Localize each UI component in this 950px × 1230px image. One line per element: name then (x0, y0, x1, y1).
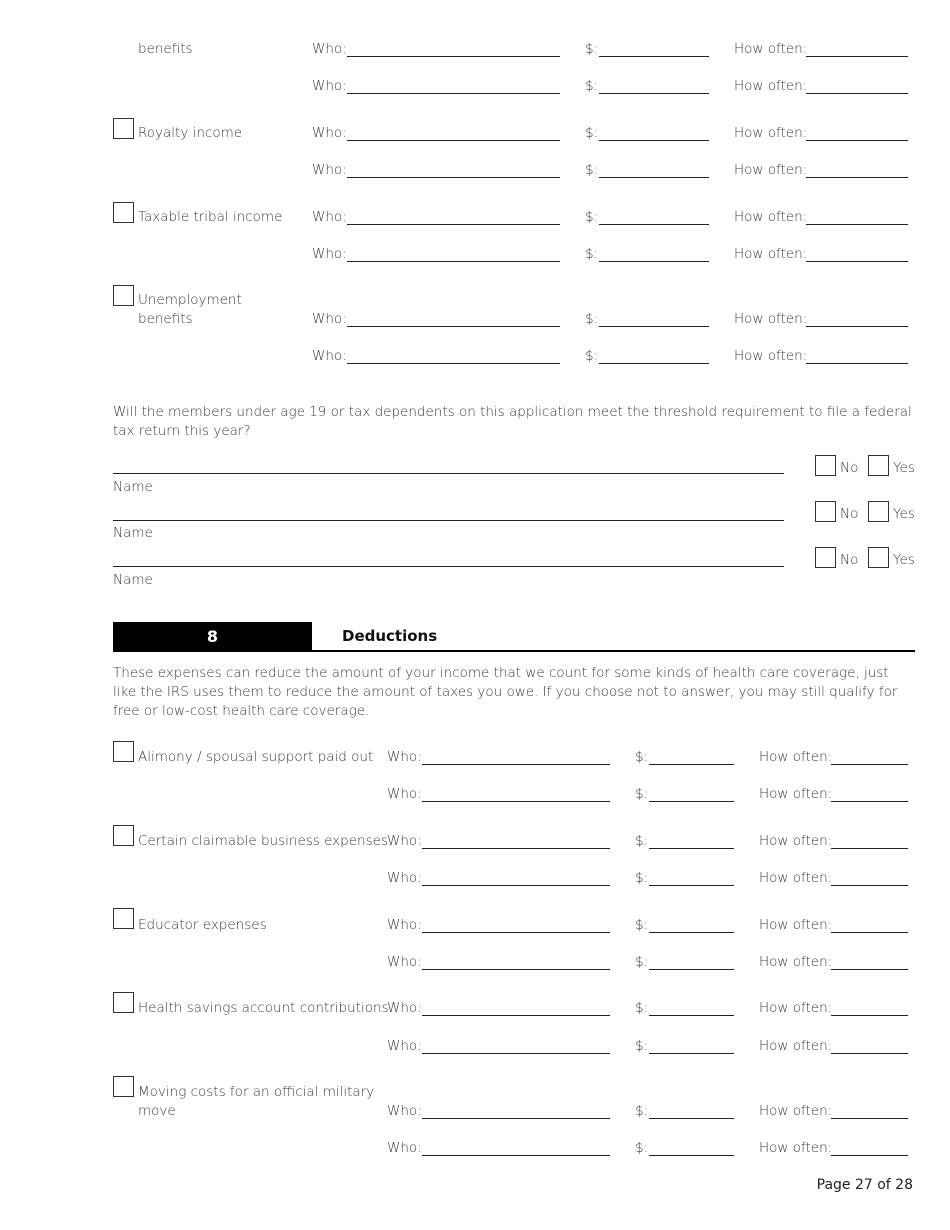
income-label: benefits (138, 41, 193, 57)
name-input-line[interactable] (113, 566, 784, 567)
section-number: 8 (206, 627, 219, 646)
name-label: Name (113, 525, 153, 541)
deduction-checkbox[interactable] (113, 741, 134, 762)
who-label: Who: (387, 833, 422, 849)
no-label: No (840, 460, 859, 476)
income-label: Unemployment (138, 292, 242, 308)
who-label: Who: (312, 246, 347, 262)
how-often-input-line[interactable] (806, 326, 908, 327)
how-often-field[interactable] (759, 784, 908, 806)
no-checkbox[interactable] (815, 501, 836, 522)
how-often-label: How often: (759, 1140, 833, 1156)
who-field[interactable] (312, 76, 560, 98)
amount-label: $: (635, 833, 649, 849)
amount-label: $: (635, 917, 649, 933)
how-often-field[interactable] (759, 747, 908, 769)
how-often-label: How often: (734, 162, 808, 178)
deduction-label: Educator expenses (138, 917, 267, 933)
who-label: Who: (312, 125, 347, 141)
who-label: Who: (312, 41, 347, 57)
amount-label: $: (635, 749, 649, 765)
how-often-input-line[interactable] (831, 1053, 908, 1054)
who-field[interactable] (387, 998, 610, 1020)
how-often-input-line[interactable] (831, 1155, 908, 1156)
amount-field[interactable] (585, 160, 709, 182)
how-often-field[interactable] (759, 998, 908, 1020)
name-input-line[interactable] (113, 473, 784, 474)
amount-field[interactable] (585, 123, 709, 145)
who-label: Who: (312, 311, 347, 327)
who-field[interactable] (312, 207, 560, 229)
yes-checkbox[interactable] (868, 455, 889, 476)
who-field[interactable] (312, 39, 560, 61)
how-often-label: How often: (759, 954, 833, 970)
yes-label: Yes (893, 460, 915, 476)
who-label: Who: (387, 1140, 422, 1156)
amount-input-line[interactable] (599, 224, 709, 225)
who-field[interactable] (387, 1036, 610, 1058)
who-input-line[interactable] (422, 1118, 610, 1119)
name-label: Name (113, 572, 153, 588)
how-often-label: How often: (759, 917, 833, 933)
who-field[interactable] (387, 915, 610, 937)
amount-input-line[interactable] (649, 1053, 734, 1054)
how-often-label: How often: (759, 833, 833, 849)
amount-field[interactable] (635, 952, 734, 974)
amount-field[interactable] (635, 747, 734, 769)
who-input-line[interactable] (347, 140, 560, 141)
amount-input-line[interactable] (649, 848, 734, 849)
how-often-label: How often: (759, 870, 833, 886)
amount-field[interactable] (635, 1101, 734, 1123)
how-often-field[interactable] (759, 868, 908, 890)
income-checkbox[interactable] (113, 118, 134, 139)
amount-field[interactable] (585, 76, 709, 98)
who-label: Who: (387, 749, 422, 765)
amount-field[interactable] (635, 868, 734, 890)
how-often-field[interactable] (759, 1138, 908, 1160)
amount-field[interactable] (635, 998, 734, 1020)
how-often-label: How often: (734, 246, 808, 262)
how-often-input-line[interactable] (806, 261, 908, 262)
deduction-label: move (138, 1103, 176, 1119)
deduction-label: Health savings account contributions (138, 1000, 389, 1016)
income-checkbox[interactable] (113, 285, 134, 306)
how-often-label: How often: (759, 1103, 833, 1119)
who-field[interactable] (312, 123, 560, 145)
deduction-label: Certain claimable business expenses (138, 833, 388, 849)
amount-label: $: (635, 1140, 649, 1156)
income-label: Royalty income (138, 125, 243, 141)
how-often-field[interactable] (759, 1036, 908, 1058)
amount-input-line[interactable] (599, 326, 709, 327)
who-field[interactable] (312, 160, 560, 182)
who-field[interactable] (312, 244, 560, 266)
how-often-label: How often: (759, 786, 833, 802)
amount-input-line[interactable] (599, 56, 709, 57)
who-input-line[interactable] (347, 56, 560, 57)
amount-label: $: (585, 125, 599, 141)
who-label: Who: (387, 954, 422, 970)
who-input-line[interactable] (347, 177, 560, 178)
how-often-input-line[interactable] (831, 932, 908, 933)
section-title: Deductions (342, 627, 438, 645)
who-field[interactable] (387, 1138, 610, 1160)
who-label: Who: (387, 786, 422, 802)
how-often-field[interactable] (734, 76, 908, 98)
how-often-field[interactable] (734, 309, 908, 331)
amount-field[interactable] (635, 784, 734, 806)
who-label: Who: (312, 209, 347, 225)
amount-label: $: (635, 1103, 649, 1119)
amount-input-line[interactable] (649, 1015, 734, 1016)
how-often-label: How often: (759, 749, 833, 765)
who-input-line[interactable] (347, 363, 560, 364)
amount-input-line[interactable] (599, 93, 709, 94)
how-often-input-line[interactable] (831, 885, 908, 886)
income-label: benefits (138, 311, 193, 327)
how-often-field[interactable] (734, 346, 908, 368)
section-number-badge (113, 622, 312, 651)
who-input-line[interactable] (422, 1015, 610, 1016)
amount-label: $: (635, 786, 649, 802)
how-often-field[interactable] (734, 244, 908, 266)
amount-label: $: (585, 348, 599, 364)
who-field[interactable] (387, 952, 610, 974)
name-label: Name (113, 479, 153, 495)
who-field[interactable] (387, 868, 610, 890)
yes-checkbox[interactable] (868, 547, 889, 568)
income-label: Taxable tribal income (138, 209, 283, 225)
amount-field[interactable] (635, 1036, 734, 1058)
deduction-label: Moving costs for an official military (138, 1084, 375, 1100)
who-label: Who: (312, 348, 347, 364)
who-input-line[interactable] (422, 1155, 610, 1156)
who-input-line[interactable] (422, 801, 610, 802)
deduction-checkbox[interactable] (113, 825, 134, 846)
amount-input-line[interactable] (649, 932, 734, 933)
who-label: Who: (387, 1038, 422, 1054)
how-often-field[interactable] (734, 123, 908, 145)
amount-input-line[interactable] (599, 261, 709, 262)
how-often-input-line[interactable] (806, 140, 908, 141)
how-often-label: How often: (759, 1038, 833, 1054)
amount-input-line[interactable] (649, 1118, 734, 1119)
how-often-label: How often: (734, 348, 808, 364)
who-field[interactable] (312, 346, 560, 368)
who-field[interactable] (387, 1101, 610, 1123)
amount-field[interactable] (585, 39, 709, 61)
how-often-label: How often: (734, 78, 808, 94)
name-input-line[interactable] (113, 520, 784, 521)
who-input-line[interactable] (347, 326, 560, 327)
how-often-label: How often: (734, 125, 808, 141)
amount-field[interactable] (635, 831, 734, 853)
amount-input-line[interactable] (599, 363, 709, 364)
amount-label: $: (635, 954, 649, 970)
amount-input-line[interactable] (599, 177, 709, 178)
amount-label: $: (585, 78, 599, 94)
who-input-line[interactable] (422, 848, 610, 849)
how-often-field[interactable] (759, 915, 908, 937)
amount-input-line[interactable] (649, 764, 734, 765)
how-often-input-line[interactable] (831, 764, 908, 765)
how-often-input-line[interactable] (831, 1118, 908, 1119)
who-input-line[interactable] (422, 932, 610, 933)
who-label: Who: (387, 1103, 422, 1119)
amount-field[interactable] (585, 309, 709, 331)
amount-field[interactable] (585, 207, 709, 229)
amount-input-line[interactable] (649, 1155, 734, 1156)
how-often-input-line[interactable] (831, 1015, 908, 1016)
how-often-label: How often: (734, 41, 808, 57)
who-label: Who: (312, 162, 347, 178)
how-often-field[interactable] (734, 160, 908, 182)
who-input-line[interactable] (347, 224, 560, 225)
amount-input-line[interactable] (599, 140, 709, 141)
how-often-field[interactable] (734, 207, 908, 229)
no-label: No (840, 506, 859, 522)
yes-label: Yes (893, 552, 915, 568)
who-field[interactable] (387, 831, 610, 853)
how-often-field[interactable] (734, 39, 908, 61)
who-input-line[interactable] (422, 969, 610, 970)
no-checkbox[interactable] (815, 455, 836, 476)
deduction-checkbox[interactable] (113, 992, 134, 1013)
who-input-line[interactable] (422, 1053, 610, 1054)
how-often-input-line[interactable] (831, 848, 908, 849)
how-often-input-line[interactable] (831, 969, 908, 970)
who-input-line[interactable] (347, 93, 560, 94)
how-often-label: How often: (734, 311, 808, 327)
amount-label: $: (635, 870, 649, 886)
who-label: Who: (387, 917, 422, 933)
amount-label: $: (585, 162, 599, 178)
deduction-checkbox[interactable] (113, 1076, 134, 1097)
amount-field[interactable] (585, 244, 709, 266)
amount-input-line[interactable] (649, 969, 734, 970)
how-often-label: How often: (734, 209, 808, 225)
amount-label: $: (585, 41, 599, 57)
who-input-line[interactable] (422, 764, 610, 765)
how-often-input-line[interactable] (806, 177, 908, 178)
page-number: Page 27 of 28 (816, 1177, 913, 1193)
how-often-input-line[interactable] (831, 801, 908, 802)
who-field[interactable] (312, 309, 560, 331)
how-often-field[interactable] (759, 1101, 908, 1123)
how-often-input-line[interactable] (806, 224, 908, 225)
how-often-field[interactable] (759, 952, 908, 974)
no-checkbox[interactable] (815, 547, 836, 568)
amount-label: $: (585, 209, 599, 225)
income-checkbox[interactable] (113, 202, 134, 223)
how-often-input-line[interactable] (806, 363, 908, 364)
deduction-checkbox[interactable] (113, 908, 134, 929)
deductions-intro: These expenses can reduce the amount of your income that we count for some kinds of health care coverage, just like the IRS uses them to reduce the amount of taxes you owe. If you choose not to answer, you may still qualify for free or low-cost health care coverage. (113, 665, 898, 719)
who-input-line[interactable] (347, 261, 560, 262)
how-often-input-line[interactable] (806, 56, 908, 57)
who-label: Who: (312, 78, 347, 94)
who-field[interactable] (387, 747, 610, 769)
how-often-label: How often: (759, 1000, 833, 1016)
amount-label: $: (585, 311, 599, 327)
amount-field[interactable] (635, 915, 734, 937)
who-label: Who: (387, 870, 422, 886)
amount-label: $: (635, 1000, 649, 1016)
amount-input-line[interactable] (649, 801, 734, 802)
amount-input-line[interactable] (649, 885, 734, 886)
amount-label: $: (585, 246, 599, 262)
who-input-line[interactable] (422, 885, 610, 886)
who-field[interactable] (387, 784, 610, 806)
amount-field[interactable] (585, 346, 709, 368)
section-divider (113, 650, 915, 652)
how-often-field[interactable] (759, 831, 908, 853)
yes-label: Yes (893, 506, 915, 522)
amount-label: $: (635, 1038, 649, 1054)
threshold-question: Will the members under age 19 or tax dependents on this application meet the threshold requirement to file a federal tax return this year? (113, 404, 912, 439)
who-label: Who: (387, 1000, 422, 1016)
deduction-label: Alimony / spousal support paid out (138, 749, 374, 765)
amount-field[interactable] (635, 1138, 734, 1160)
how-often-input-line[interactable] (806, 93, 908, 94)
yes-checkbox[interactable] (868, 501, 889, 522)
no-label: No (840, 552, 859, 568)
